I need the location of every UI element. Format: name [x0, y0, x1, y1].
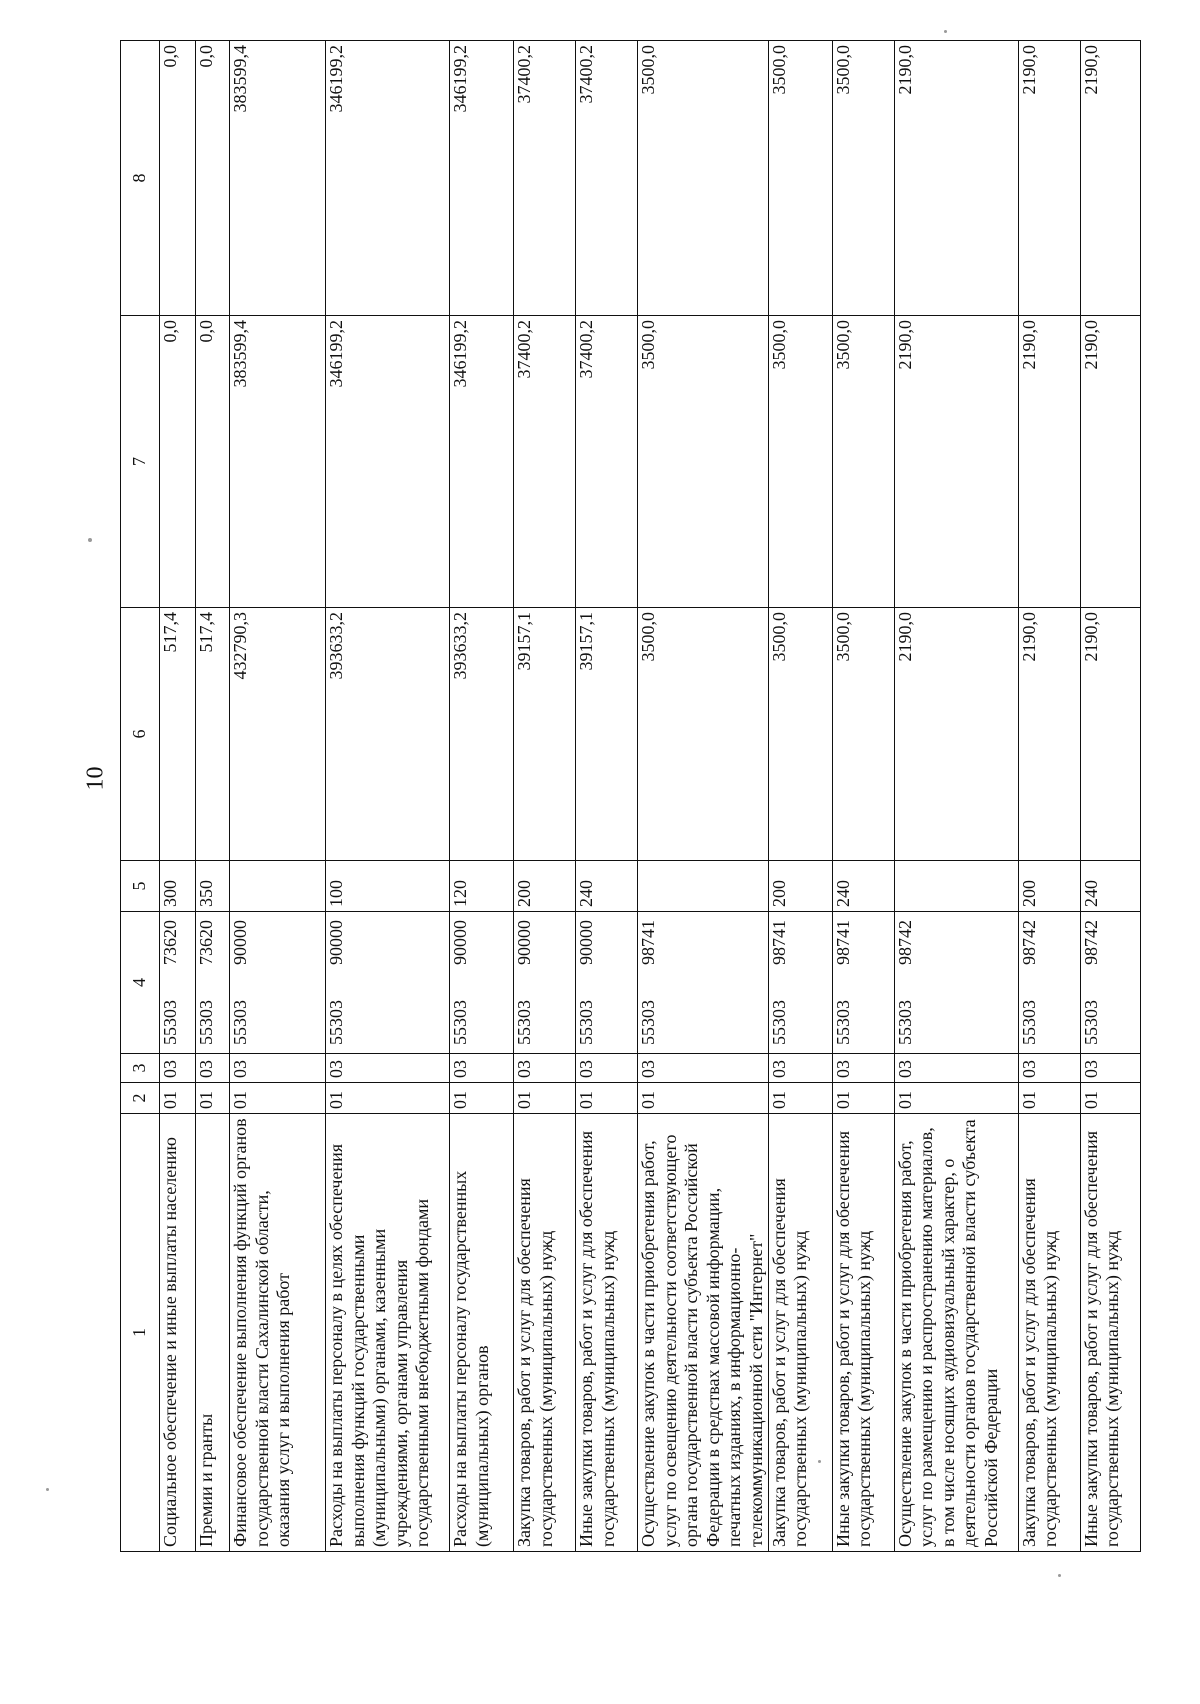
table-row — [230, 41, 326, 1552]
column-header: 3 — [121, 1054, 160, 1083]
program-code: 55303 — [450, 1000, 470, 1045]
column-header: 5 — [121, 861, 160, 912]
scan-speck — [88, 538, 92, 542]
table-row — [196, 41, 230, 1552]
table-row — [832, 41, 894, 1552]
expense-type-code: 200 — [514, 861, 576, 912]
target-article-code — [894, 912, 1018, 1054]
subsection-code: 03 — [894, 1054, 1018, 1083]
amount-col-8: 383599,4 — [230, 41, 326, 316]
direction-code: 90000 — [230, 920, 250, 965]
expense-type-code: 240 — [1080, 861, 1140, 912]
expense-type-code: 100 — [326, 861, 450, 912]
target-article-code — [160, 912, 196, 1054]
expense-name: Расходы на выплаты персоналу государственных (муниципальных) органов — [450, 1114, 514, 1552]
amount-col-8: 3500,0 — [832, 41, 894, 316]
target-article-code — [1080, 912, 1140, 1054]
amount-col-8: 0,0 — [160, 41, 196, 316]
expense-name: Социальное обеспечение и иные выплаты населению — [160, 1114, 196, 1552]
program-code: 55303 — [1080, 1000, 1101, 1045]
direction-code: 98742 — [1080, 920, 1101, 965]
amount-col-7: 0,0 — [160, 316, 196, 608]
header-row — [121, 41, 160, 1552]
scan-speck — [46, 1488, 49, 1491]
section-code: 01 — [450, 1083, 514, 1114]
amount-col-8: 3500,0 — [638, 41, 769, 316]
section-code: 01 — [768, 1083, 832, 1114]
amount-col-6: 39157,1 — [514, 608, 576, 861]
section-code: 01 — [326, 1083, 450, 1114]
target-article-code — [768, 912, 832, 1054]
section-code: 01 — [160, 1083, 196, 1114]
expense-type-code: 200 — [1018, 861, 1080, 912]
scan-speck — [818, 1460, 821, 1463]
program-code: 55303 — [894, 1000, 915, 1045]
target-article-code — [196, 912, 230, 1054]
rotated-table-wrapper — [120, 41, 1123, 1552]
amount-col-6: 393633,2 — [450, 608, 514, 861]
direction-code: 90000 — [514, 920, 534, 965]
table-row — [450, 41, 514, 1552]
program-code: 55303 — [576, 1000, 596, 1045]
expense-name: Иные закупки товаров, работ и услуг для обеспечения государственных (муниципальных) нужд — [1080, 1114, 1140, 1552]
amount-col-6: 3500,0 — [768, 608, 832, 861]
program-code: 55303 — [638, 1000, 658, 1045]
target-article-code — [638, 912, 769, 1054]
amount-col-6: 2190,0 — [894, 608, 1018, 861]
expense-type-code — [894, 861, 1018, 912]
amount-col-8: 346199,2 — [326, 41, 450, 316]
direction-code: 98741 — [832, 920, 853, 965]
program-code: 55303 — [230, 1000, 250, 1045]
table-row — [638, 41, 769, 1552]
direction-code: 98742 — [894, 920, 915, 965]
table-row — [894, 41, 1018, 1552]
amount-col-6: 393633,2 — [326, 608, 450, 861]
amount-col-8: 0,0 — [196, 41, 230, 316]
target-article-code — [514, 912, 576, 1054]
direction-code: 73620 — [196, 920, 216, 965]
amount-col-8: 3500,0 — [768, 41, 832, 316]
section-code: 01 — [230, 1083, 326, 1114]
target-article-code — [1018, 912, 1080, 1054]
program-code: 55303 — [196, 1000, 216, 1045]
section-code: 01 — [638, 1083, 769, 1114]
table-row — [1080, 41, 1140, 1552]
target-article-code — [326, 912, 450, 1054]
direction-code: 90000 — [326, 920, 346, 965]
expense-type-code: 350 — [196, 861, 230, 912]
amount-col-6: 2190,0 — [1018, 608, 1080, 861]
amount-col-7: 2190,0 — [1080, 316, 1140, 608]
subsection-code: 03 — [514, 1054, 576, 1083]
column-header: 2 — [121, 1083, 160, 1114]
expense-name: Закупка товаров, работ и услуг для обеспечения государственных (муниципальных) нужд — [514, 1114, 576, 1552]
section-code: 01 — [832, 1083, 894, 1114]
direction-code: 73620 — [160, 920, 180, 965]
program-code: 55303 — [514, 1000, 534, 1045]
amount-col-7: 3500,0 — [638, 316, 769, 608]
expense-name: Финансовое обеспечение выполнения функций органов государственной власти Сахалинской области, оказания услуг и выполнения работ — [230, 1114, 326, 1552]
table-row — [160, 41, 196, 1552]
amount-col-7: 2190,0 — [1018, 316, 1080, 608]
amount-col-7: 346199,2 — [326, 316, 450, 608]
amount-col-8: 346199,2 — [450, 41, 514, 316]
amount-col-7: 3500,0 — [832, 316, 894, 608]
target-article-code — [230, 912, 326, 1054]
program-code: 55303 — [326, 1000, 346, 1045]
expense-name: Иные закупки товаров, работ и услуг для обеспечения государственных (муниципальных) нужд — [832, 1114, 894, 1552]
amount-col-7: 383599,4 — [230, 316, 326, 608]
amount-col-6: 2190,0 — [1080, 608, 1140, 861]
amount-col-6: 39157,1 — [576, 608, 638, 861]
direction-code: 98741 — [638, 920, 658, 965]
expense-type-code — [638, 861, 769, 912]
section-code: 01 — [576, 1083, 638, 1114]
expense-name: Расходы на выплаты персоналу в целях обеспечения выполнения функций государственными (муниципальными) органами, казенными учреждениями, органами управления государственными внебюджетными фондами — [326, 1114, 450, 1552]
amount-col-6: 3500,0 — [832, 608, 894, 861]
expense-name: Иные закупки товаров, работ и услуг для обеспечения государственных (муниципальных) нужд — [576, 1114, 638, 1552]
subsection-code: 03 — [196, 1054, 230, 1083]
amount-col-7: 0,0 — [196, 316, 230, 608]
subsection-code: 03 — [450, 1054, 514, 1083]
subsection-code: 03 — [576, 1054, 638, 1083]
amount-col-7: 346199,2 — [450, 316, 514, 608]
program-code: 55303 — [160, 1000, 180, 1045]
target-article-code — [576, 912, 638, 1054]
expense-type-code: 120 — [450, 861, 514, 912]
page-number: 10 — [82, 766, 109, 791]
amount-col-8: 37400,2 — [514, 41, 576, 316]
expense-type-code: 200 — [768, 861, 832, 912]
subsection-code: 03 — [832, 1054, 894, 1083]
amount-col-6: 432790,3 — [230, 608, 326, 861]
expense-name: Закупка товаров, работ и услуг для обеспечения государственных (муниципальных) нужд — [768, 1114, 832, 1552]
table-row — [514, 41, 576, 1552]
direction-code: 90000 — [450, 920, 470, 965]
section-code: 01 — [1080, 1083, 1140, 1114]
direction-code: 98741 — [768, 920, 789, 965]
amount-col-7: 2190,0 — [894, 316, 1018, 608]
budget-table — [120, 40, 1141, 1552]
target-article-code — [832, 912, 894, 1054]
section-code: 01 — [514, 1083, 576, 1114]
section-code: 01 — [1018, 1083, 1080, 1114]
amount-col-8: 2190,0 — [894, 41, 1018, 316]
amount-col-8: 2190,0 — [1018, 41, 1080, 316]
amount-col-8: 2190,0 — [1080, 41, 1140, 316]
amount-col-7: 37400,2 — [514, 316, 576, 608]
program-code: 55303 — [832, 1000, 853, 1045]
table-row — [576, 41, 638, 1552]
scan-speck — [1058, 1574, 1061, 1577]
amount-col-8: 37400,2 — [576, 41, 638, 316]
expense-name: Закупка товаров, работ и услуг для обеспечения государственных (муниципальных) нужд — [1018, 1114, 1080, 1552]
subsection-code: 03 — [1018, 1054, 1080, 1083]
column-header: 6 — [121, 608, 160, 861]
subsection-code: 03 — [768, 1054, 832, 1083]
subsection-code: 03 — [1080, 1054, 1140, 1083]
subsection-code: 03 — [638, 1054, 769, 1083]
column-header: 8 — [121, 41, 160, 316]
direction-code: 90000 — [576, 920, 596, 965]
scan-speck — [944, 30, 947, 33]
expense-name: Осуществление закупок в части приобретения работ, услуг по освещению деятельности соответствующего органа государственной власти субъекта Российской Федерации в средствах массовой информации, печатных изданиях, в информационно-телекоммуникационной сети "Интернет" — [638, 1114, 769, 1552]
table-row — [1018, 41, 1080, 1552]
amount-col-7: 37400,2 — [576, 316, 638, 608]
program-code: 55303 — [768, 1000, 789, 1045]
expense-type-code: 240 — [576, 861, 638, 912]
expense-name: Премии и гранты — [196, 1114, 230, 1552]
program-code: 55303 — [1018, 1000, 1039, 1045]
expense-type-code: 300 — [160, 861, 196, 912]
section-code: 01 — [894, 1083, 1018, 1114]
subsection-code: 03 — [160, 1054, 196, 1083]
direction-code: 98742 — [1018, 920, 1039, 965]
column-header: 7 — [121, 316, 160, 608]
table-row — [768, 41, 832, 1552]
subsection-code: 03 — [230, 1054, 326, 1083]
expense-type-code: 240 — [832, 861, 894, 912]
column-header: 4 — [121, 912, 160, 1054]
amount-col-7: 3500,0 — [768, 316, 832, 608]
amount-col-6: 517,4 — [160, 608, 196, 861]
target-article-code — [450, 912, 514, 1054]
column-header: 1 — [121, 1114, 160, 1552]
amount-col-6: 517,4 — [196, 608, 230, 861]
expense-type-code — [230, 861, 326, 912]
section-code: 01 — [196, 1083, 230, 1114]
expense-name: Осуществление закупок в части приобретения работ, услуг по размещению и распространению материалов, в том числе носящих аудиовизуальный характер, о деятельности органов государственной власти субъекта Российской Федерации — [894, 1114, 1018, 1552]
amount-col-6: 3500,0 — [638, 608, 769, 861]
table-row — [326, 41, 450, 1552]
subsection-code: 03 — [326, 1054, 450, 1083]
